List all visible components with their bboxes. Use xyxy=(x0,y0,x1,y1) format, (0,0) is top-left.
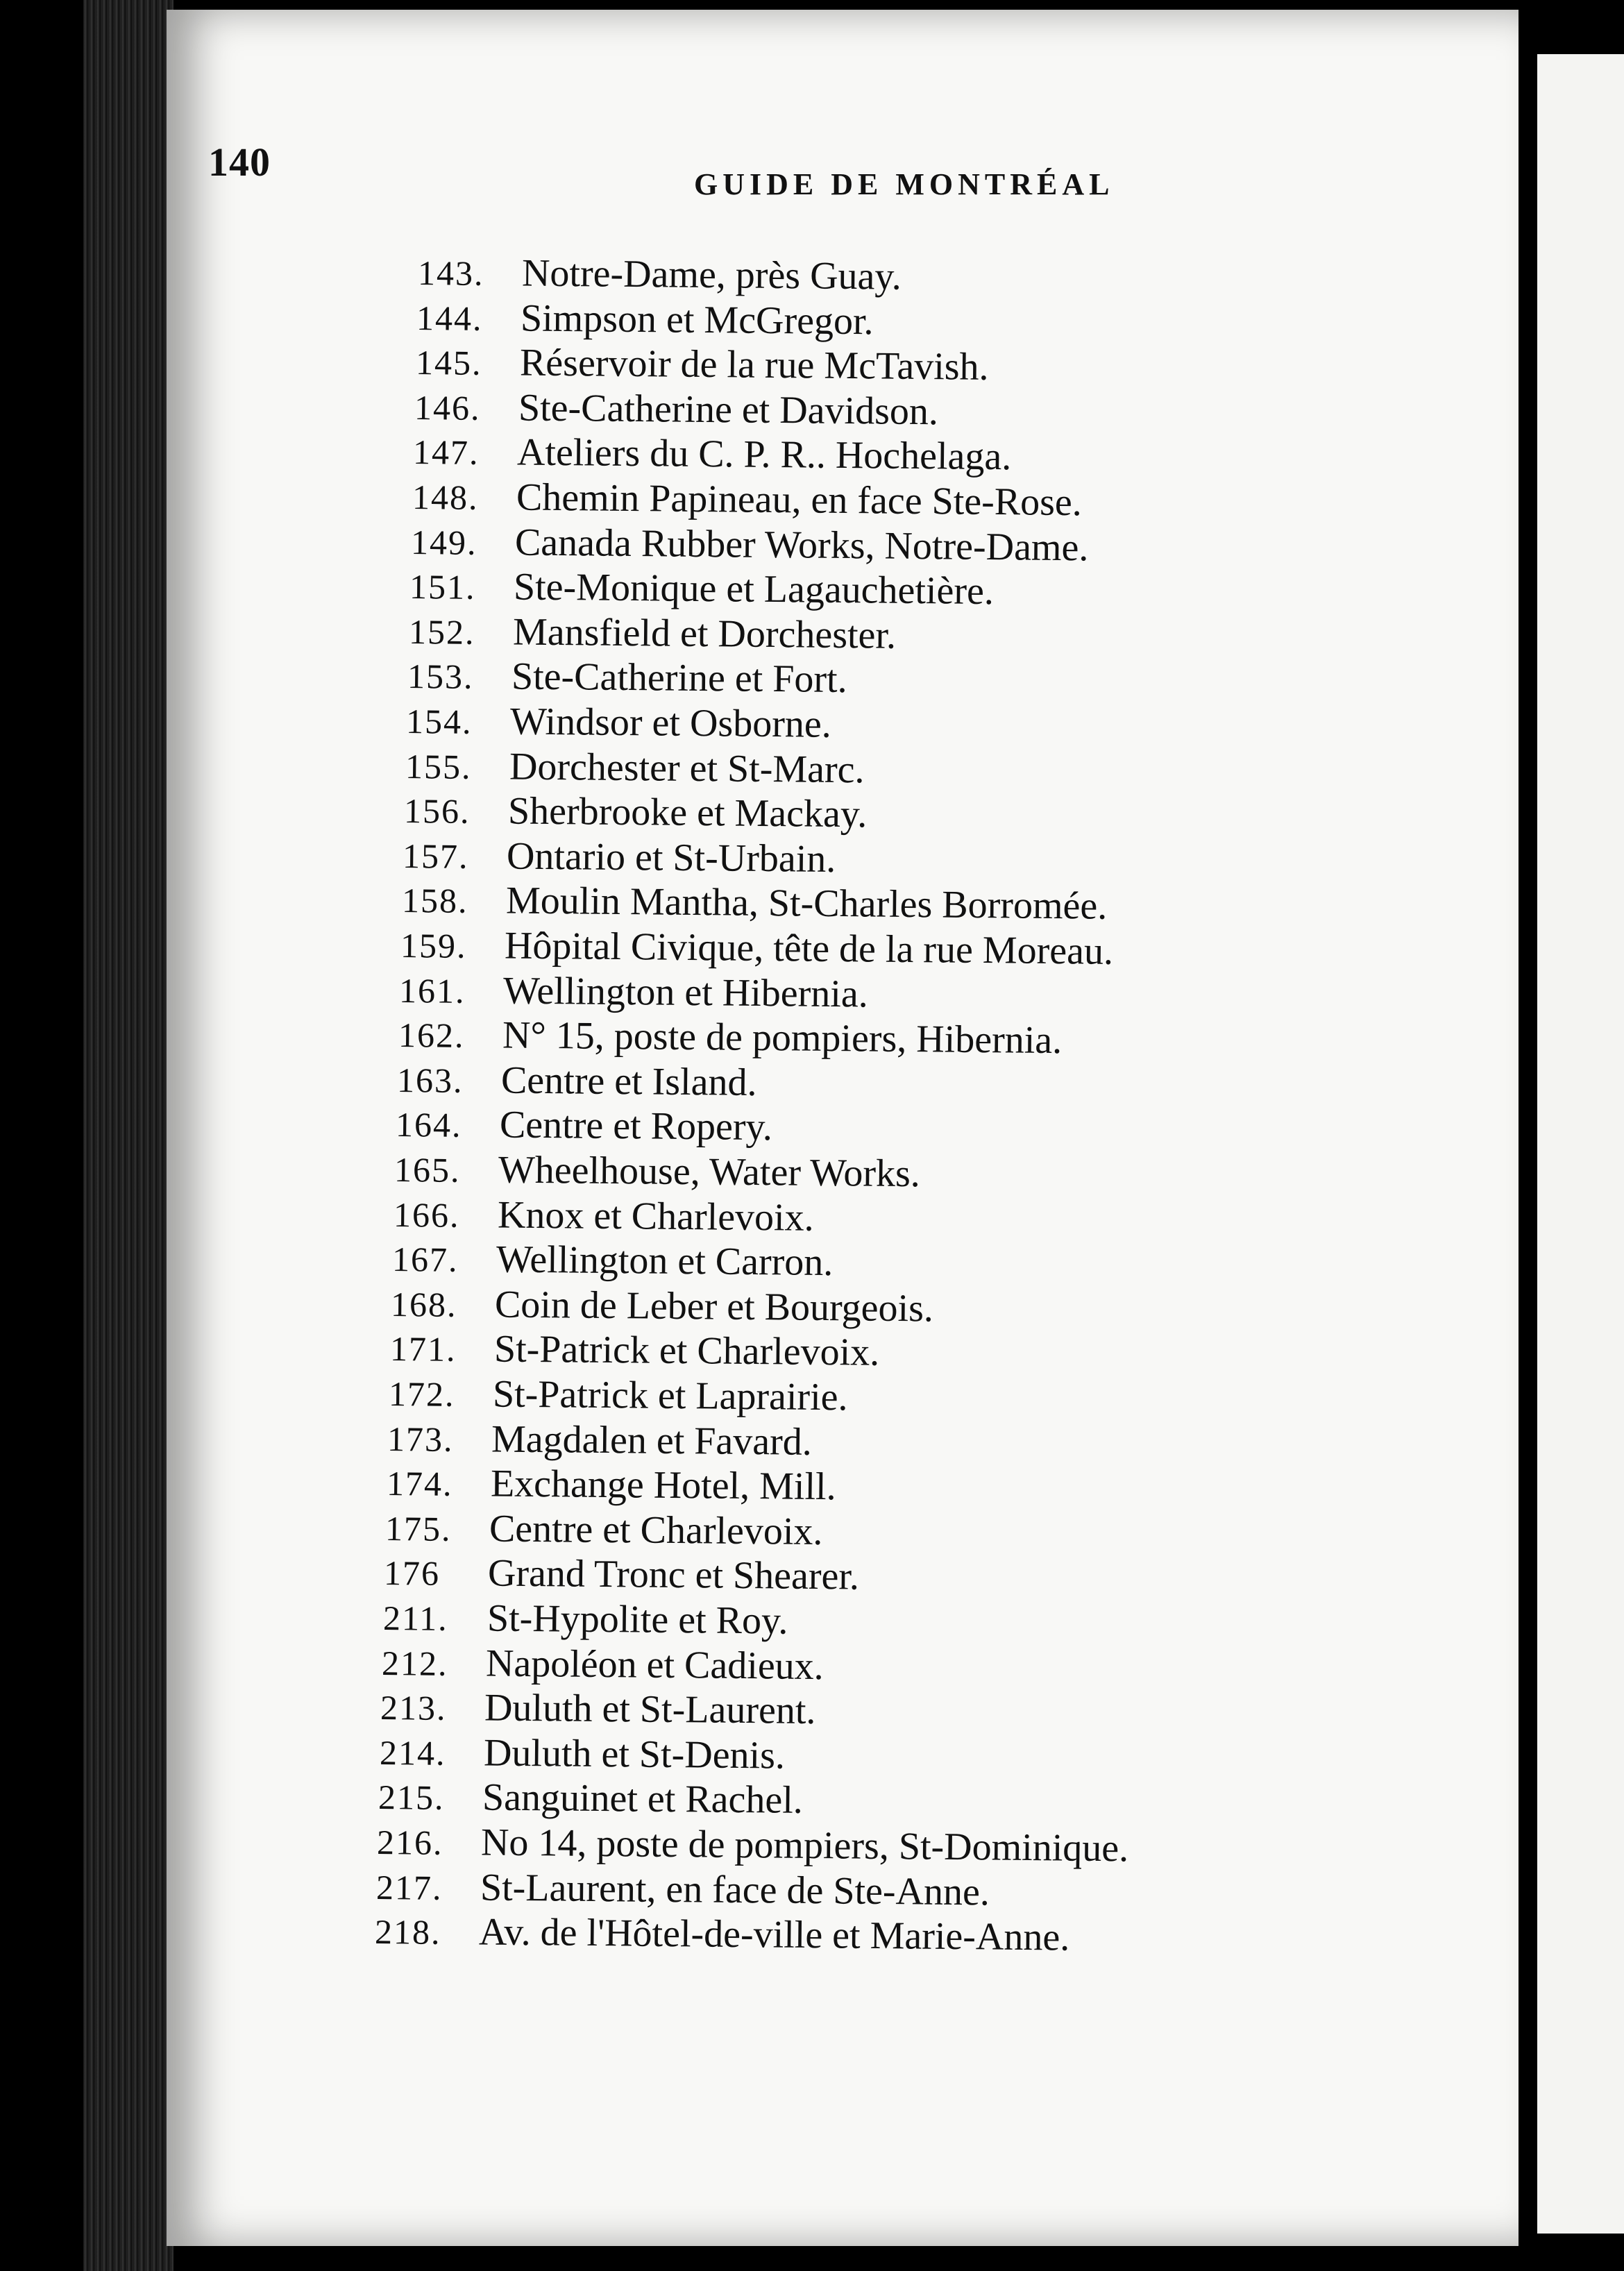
entry-text: Magdalen et Favard. xyxy=(491,1417,813,1464)
list-item xyxy=(377,1819,1129,1871)
list-item xyxy=(387,1416,812,1464)
entry-text: Sanguinet et Rachel. xyxy=(482,1775,804,1823)
entry-number: 212. xyxy=(381,1643,448,1683)
entry-number: 175. xyxy=(384,1508,452,1548)
entry-text: N° 15, poste de pompiers, Hibernia. xyxy=(502,1013,1062,1063)
entry-text: Napoléon et Cadieux. xyxy=(485,1641,824,1688)
entry-number: 146. xyxy=(414,387,481,428)
entry-number: 166. xyxy=(393,1194,460,1235)
entry-number: 213. xyxy=(380,1688,448,1728)
entry-text: Chemin Papineau, en face Ste-Rose. xyxy=(516,475,1082,525)
entry-text: Duluth et St-Laurent. xyxy=(484,1686,817,1733)
entry-number: 216. xyxy=(377,1823,444,1862)
entry-number: 147. xyxy=(413,432,480,473)
entry-number: 211. xyxy=(382,1598,448,1638)
list-item xyxy=(412,474,1081,525)
page-header-title: GUIDE DE MONTRÉAL xyxy=(694,167,1115,201)
entry-text: No 14, poste de pompiers, St-Dominique. xyxy=(481,1821,1129,1871)
entry-text: Ateliers du C. P. R.. Hochelaga. xyxy=(516,430,1012,479)
entry-text: Hôpital Civique, tête de la rue Moreau. xyxy=(504,924,1114,973)
entry-number: 153. xyxy=(407,657,474,697)
entry-text: Ste-Catherine et Fort. xyxy=(511,655,847,702)
entry-number: 165. xyxy=(394,1150,462,1190)
entry-text: Notre-Dame, près Guay. xyxy=(521,251,902,298)
entry-number: 173. xyxy=(387,1419,455,1459)
list-item xyxy=(404,788,868,836)
entry-text: Wheelhouse, Water Works. xyxy=(498,1148,921,1196)
entry-number: 143. xyxy=(417,253,484,293)
entry-text: St-Laurent, en face de Ste-Anne. xyxy=(480,1866,990,1914)
entry-text: Grand Tronc et Shearer. xyxy=(488,1551,860,1598)
list-item xyxy=(403,833,836,881)
entry-number: 214. xyxy=(379,1732,446,1773)
entry-text: St-Patrick et Laprairie. xyxy=(492,1372,848,1419)
entry-text: Ste-Monique et Lagauchetière. xyxy=(513,565,995,614)
entry-text: Centre et Ropery. xyxy=(499,1103,773,1149)
list-item xyxy=(398,1012,1062,1063)
entry-text: Coin de Leber et Bourgeois. xyxy=(495,1283,934,1331)
entry-number: 215. xyxy=(378,1778,445,1818)
list-item xyxy=(413,429,1012,479)
entry-number: 156. xyxy=(403,791,471,831)
entry-text: Ste-Catherine et Davidson. xyxy=(518,386,939,434)
list-item xyxy=(405,743,864,792)
entry-number: 161. xyxy=(398,970,466,1011)
entry-number: 168. xyxy=(391,1284,458,1324)
entry-text: Moulin Mantha, St-Charles Borromée. xyxy=(505,879,1108,929)
entry-text: Av. de l'Hôtel-de-ville et Marie-Anne. xyxy=(478,1910,1070,1959)
entry-text: Dorchester et St-Marc. xyxy=(509,745,865,791)
page-number: 140 xyxy=(208,140,271,185)
list-item xyxy=(375,1909,1070,1960)
entry-text: Réservoir de la rue McTavish. xyxy=(519,341,989,389)
entry-text: Centre et Charlevoix. xyxy=(489,1507,823,1553)
entry-number: 176 xyxy=(384,1553,441,1594)
entry-text: St-Hypolite et Roy. xyxy=(487,1596,788,1643)
list-item xyxy=(393,1192,813,1240)
entry-number: 159. xyxy=(400,926,467,965)
entry-text: St-Patrick et Charlevoix. xyxy=(493,1327,880,1375)
list-item xyxy=(396,1101,772,1149)
entry-text: Simpson et McGregor. xyxy=(521,296,874,343)
entry-text: Mansfield et Dorchester. xyxy=(512,610,896,657)
list-item xyxy=(382,1640,824,1689)
entry-number: 144. xyxy=(416,298,484,338)
entry-text: Wellington et Hibernia. xyxy=(502,969,869,1016)
list-item xyxy=(385,1505,823,1554)
list-item xyxy=(379,1730,785,1778)
entry-text: Duluth et St-Denis. xyxy=(483,1731,785,1778)
entry-text: Wellington et Carron. xyxy=(496,1238,834,1285)
entry-number: 171. xyxy=(389,1329,457,1369)
entry-number: 167. xyxy=(391,1240,459,1280)
list-item xyxy=(414,385,939,434)
list-item xyxy=(378,1774,803,1823)
list-item xyxy=(375,1864,989,1914)
entry-text: Knox et Charlevoix. xyxy=(497,1193,814,1240)
list-item xyxy=(411,519,1089,570)
list-item xyxy=(382,1595,788,1644)
list-item xyxy=(400,922,1114,974)
list-item xyxy=(418,250,902,299)
entry-text: Windsor et Osborne. xyxy=(509,700,832,746)
entry-number: 172. xyxy=(388,1374,455,1414)
list-item xyxy=(399,968,868,1016)
entry-number: 163. xyxy=(396,1060,464,1100)
list-item xyxy=(389,1371,848,1419)
list-item xyxy=(394,1147,920,1196)
list-item xyxy=(391,1281,934,1331)
list-item xyxy=(389,1326,879,1375)
entry-number: 218. xyxy=(374,1912,441,1952)
entry-text: Canada Rubber Works, Notre-Dame. xyxy=(514,521,1089,569)
list-item xyxy=(409,564,995,614)
list-item xyxy=(392,1236,834,1285)
entry-number: 155. xyxy=(405,746,472,786)
list-item xyxy=(401,877,1107,929)
list-item xyxy=(384,1550,860,1599)
entry-text: Ontario et St-Urbain. xyxy=(506,834,836,881)
list-item xyxy=(416,295,874,344)
list-item xyxy=(397,1057,757,1105)
list-item xyxy=(380,1685,816,1733)
list-item xyxy=(406,698,831,747)
list-item xyxy=(415,339,988,389)
entry-number: 162. xyxy=(398,1015,465,1056)
list-item xyxy=(408,609,896,658)
entry-number: 158. xyxy=(401,881,468,921)
entry-number: 154. xyxy=(405,702,473,741)
entry-text: Exchange Hotel, Mill. xyxy=(490,1462,836,1509)
list-item xyxy=(386,1460,836,1509)
list-item xyxy=(407,653,847,702)
entry-number: 145. xyxy=(415,343,482,383)
entry-number: 152. xyxy=(408,611,475,652)
entry-number: 148. xyxy=(412,478,479,517)
entry-number: 174. xyxy=(386,1464,453,1504)
entry-number: 151. xyxy=(409,567,477,607)
entry-number: 217. xyxy=(375,1867,443,1907)
entry-text: Centre et Island. xyxy=(500,1058,757,1104)
entry-text: Sherbrooke et Mackay. xyxy=(507,789,868,836)
entry-number: 164. xyxy=(395,1105,462,1145)
entry-number: 157. xyxy=(402,836,469,876)
entry-number: 149. xyxy=(410,522,477,562)
